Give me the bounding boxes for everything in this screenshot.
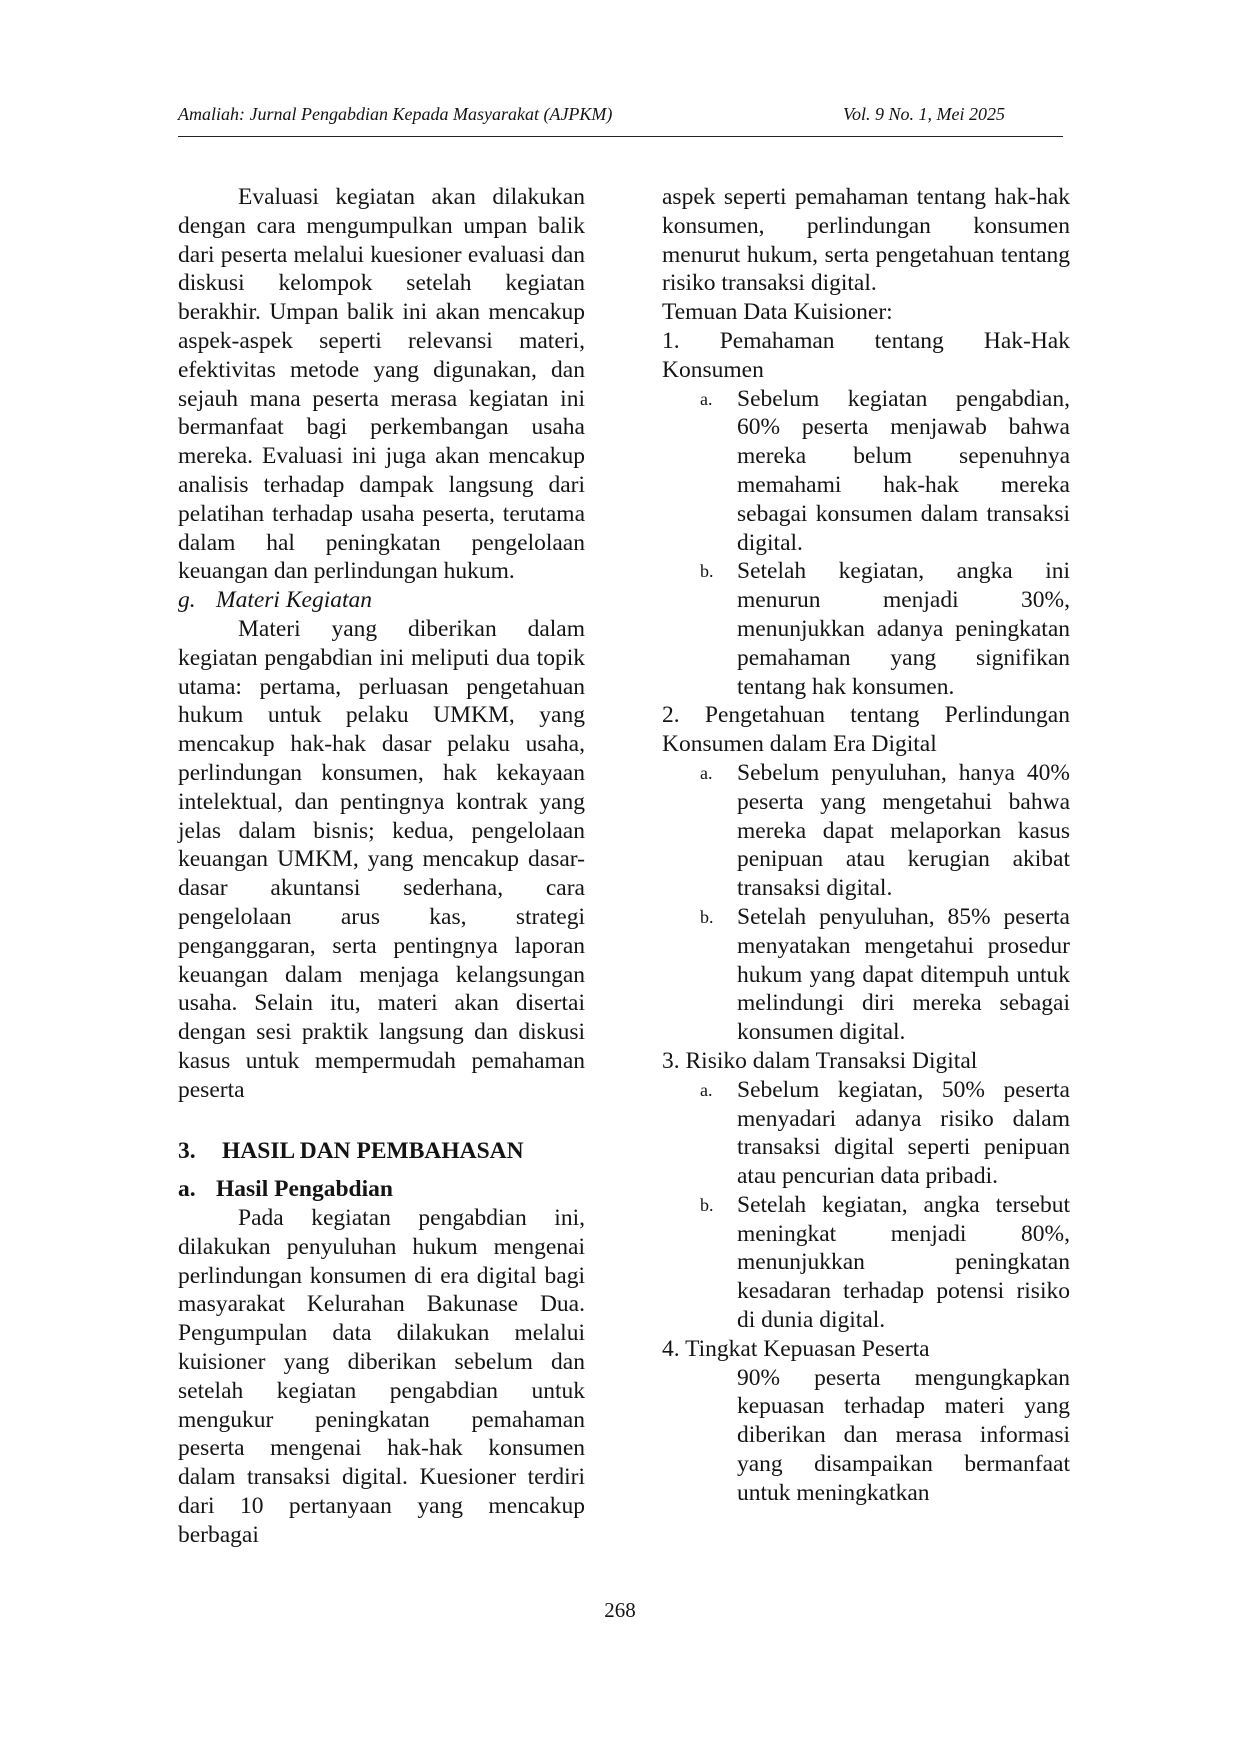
- finding-1a: [662, 385, 1070, 558]
- finding-4-text: 90% peserta mengungkapkan kepuasan terhadap materi yang diberikan dan merasa informasi yang disampaikan bermanfaat untuk meningkatkan: [737, 1364, 1070, 1506]
- subsection-heading: [178, 1175, 585, 1204]
- materi-marker: g.: [178, 587, 196, 614]
- temuan-heading: Temuan Data Kuisioner:: [662, 299, 893, 326]
- materi-paragraph: Materi yang diberikan dalam kegiatan pengabdian ini meliputi dua topik utama: pertama, perluasan pengetahuan hukum untuk pelaku UMKM, yang mencakup hak-hak dasar pelaku usaha, perlindungan konsumen, hak kekayaan intelektual, dan pentingnya kontrak yang jelas dalam bisnis; kedua, pengelolaan keuangan UMKM, yang mencakup dasar-dasar akuntansi sederhana, cara pengelolaan arus kas, strategi penganggaran, serta pentingnya laporan keuangan dalam menjaga kelangsungan usaha. Selain itu, materi akan disertai dengan sesi praktik langsung dan diskusi kasus untuk mempermudah pemahaman peserta: [178, 615, 585, 1103]
- continued-paragraph: aspek seperti pemahaman tentang hak-hak konsumen, perlindungan konsumen menurut hukum, serta pengetahuan tentang risiko transaksi digital.: [662, 184, 1070, 297]
- finding-heading-1: 1. Pemahaman tentang Hak-Hak Konsumen: [662, 327, 1070, 383]
- finding-text: Setelah kegiatan, angka tersebut meningkat menjadi 80%, menunjukkan peningkatan kesadaran terhadap potensi risiko di dunia digital.: [737, 1191, 1070, 1334]
- section-number: 3.: [178, 1137, 196, 1164]
- section-heading: [178, 1137, 585, 1166]
- list-letter: b.: [700, 906, 714, 927]
- finding-1b: [662, 557, 1070, 701]
- materi-subheading: [178, 586, 585, 615]
- subsection-title: Hasil Pengabdian: [216, 1176, 393, 1203]
- right-column: [662, 183, 1070, 1508]
- finding-2b: [662, 903, 1070, 1047]
- list-letter: a.: [700, 388, 713, 409]
- list-letter: b.: [700, 561, 714, 582]
- finding-text: Setelah penyuluhan, 85% peserta menyatakan mengetahui prosedur hukum yang dapat ditempuh untuk melindungi diri mereka sebagai konsumen digital.: [737, 903, 1070, 1046]
- finding-heading-4: 4. Tingkat Kepuasan Peserta: [662, 1335, 930, 1362]
- running-header: [178, 104, 1063, 137]
- finding-2a: [662, 759, 1070, 903]
- list-letter: a.: [700, 1079, 713, 1100]
- finding-text: Sebelum kegiatan pengabdian, 60% peserta menjawab bahwa mereka belum sepenuhnya memahami hak-hak mereka sebagai konsumen dalam transaksi digital.: [737, 385, 1070, 556]
- list-letter: a.: [700, 762, 713, 783]
- subsection-marker: a.: [178, 1176, 196, 1203]
- volume-info: Vol. 9 No. 1, Mei 2025: [843, 104, 1005, 124]
- page-number: 268: [604, 1598, 636, 1622]
- left-column: [178, 183, 585, 1550]
- finding-text: Sebelum penyuluhan, hanya 40% peserta yang mengetahui bahwa mereka dapat melaporkan kasus penipuan atau kerugian akibat transaksi digital.: [737, 759, 1070, 902]
- evaluasi-paragraph: Evaluasi kegiatan akan dilakukan dengan cara mengumpulkan umpan balik dari peserta melalui kuesioner evaluasi dan diskusi kelompok setelah kegiatan berakhir. Umpan balik ini akan mencakup aspek-aspek seperti relevansi materi, efektivitas metode yang digunakan, dan sejauh mana peserta merasa kegiatan ini bermanfaat bagi perkembangan usaha mereka. Evaluasi ini juga akan mencakup analisis terhadap dampak langsung dari pelatihan terhadap usaha peserta, terutama dalam hal peningkatan pengelolaan keuangan dan perlindungan hukum.: [178, 184, 585, 585]
- finding-text: Sebelum kegiatan, 50% peserta menyadari adanya risiko dalam transaksi digital seperti penipuan atau pencurian data pribadi.: [737, 1076, 1070, 1190]
- finding-text: Setelah kegiatan, angka ini menurun menjadi 30%, menunjukkan adanya peningkatan pemahaman yang signifikan tentang hak konsumen.: [737, 558, 1070, 700]
- finding-3a: [662, 1076, 1070, 1191]
- section-title: HASIL DAN PEMBAHASAN: [222, 1137, 524, 1164]
- list-letter: b.: [700, 1194, 714, 1215]
- materi-title: Materi Kegiatan: [216, 587, 372, 614]
- finding-heading-2: 2. Pengetahuan tentang Perlindungan Konsumen dalam Era Digital: [662, 702, 1070, 758]
- journal-name: Amaliah: Jurnal Pengabdian Kepada Masyarakat (AJPKM): [178, 104, 613, 124]
- finding-3b: [662, 1191, 1070, 1335]
- finding-heading-3: 3. Risiko dalam Transaksi Digital: [662, 1047, 978, 1074]
- hasil-paragraph: Pada kegiatan pengabdian ini, dilakukan penyuluhan hukum mengenai perlindungan konsumen di era digital bagi masyarakat Kelurahan Bakunase Dua. Pengumpulan data dilakukan melalui kuisioner yang diberikan sebelum dan setelah kegiatan pengabdian untuk mengukur peningkatan pemahaman peserta mengenai hak-hak konsumen dalam transaksi digital. Kuesioner terdiri dari 10 pertanyaan yang mencakup berbagai: [178, 1205, 585, 1548]
